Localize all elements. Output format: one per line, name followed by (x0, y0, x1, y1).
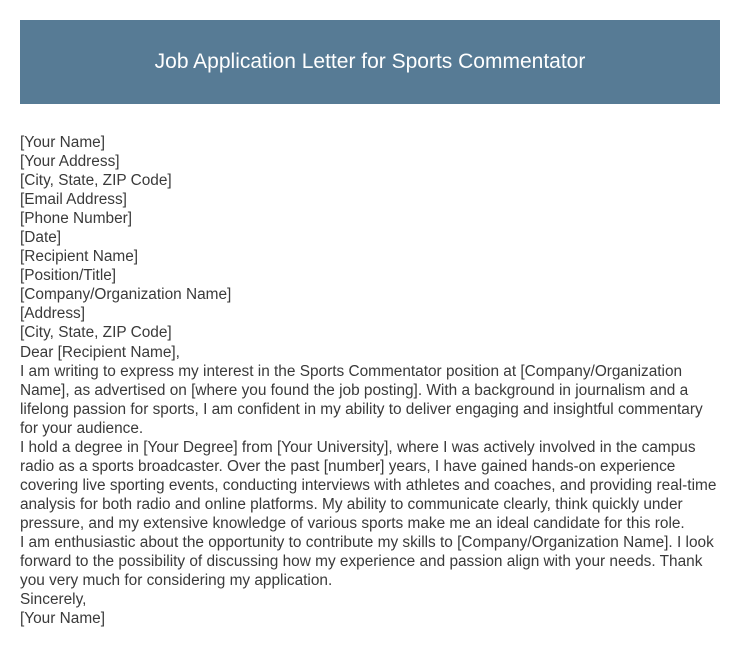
sender-address: [Your Address] (20, 153, 120, 171)
salutation: Dear [Recipient Name], (20, 343, 180, 361)
sender-city-state-zip: [City, State, ZIP Code] (20, 172, 172, 190)
letter-date: [Date] (20, 229, 62, 247)
recipient-address: [Address] (20, 305, 86, 323)
paragraph-closing: I am enthusiastic about the opportunity to contribute my skills to [Company/Organization Name]. I look forward to the possibility of discussing how my experience and passion align with your needs. Thank you very much for considering my application. (20, 533, 714, 590)
sender-name: [Your Name] (20, 134, 105, 151)
page-title: Job Application Letter for Sports Commentator (154, 50, 586, 73)
paragraph-intro: I am writing to express my interest in the Sports Commentator position at [Company/Organization Name], as advertised on [where you found the job posting]. With a background in journalism and a lifelong passion for sports, I am confident in my ability to deliver engaging and insightful commentary for your audience. (20, 362, 703, 437)
letter-body (20, 133, 722, 628)
closing: Sincerely, (20, 591, 87, 609)
paragraph-experience: I hold a degree in [Your Degree] from [Your University], where I was actively involved in the campus radio as a sports broadcaster. Over the past [number] years, I have gained hands-on experience covering live sporting events, conducting interviews with athletes and coaches, and providing real-time analysis for both radio and online platforms. My ability to communicate clearly, think quickly under pressure, and my extensive knowledge of various sports make me an ideal candidate for this role. (20, 438, 717, 532)
title-banner (20, 20, 720, 104)
recipient-company: [Company/Organization Name] (20, 286, 232, 304)
sender-block (20, 133, 722, 228)
recipient-name: [Recipient Name] (20, 248, 139, 266)
signature: [Your Name] (20, 610, 105, 628)
sender-phone: [Phone Number] (20, 210, 133, 228)
recipient-position: [Position/Title] (20, 267, 117, 285)
recipient-block (20, 247, 722, 342)
recipient-city-state-zip: [City, State, ZIP Code] (20, 324, 172, 342)
sender-email: [Email Address] (20, 191, 127, 209)
